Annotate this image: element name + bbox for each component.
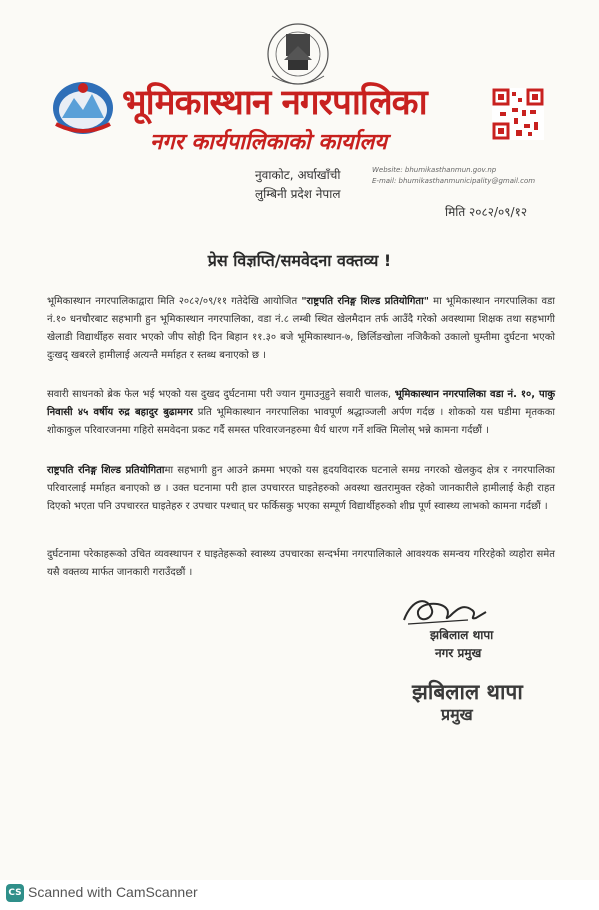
paragraph-1-text-a: भूमिकास्थान नगरपालिकाद्वारा मिति २०८२/०९/११ गतेदेखि आयोजित: [47, 296, 302, 307]
municipality-title: भूमिकास्थान नगरपालिका: [122, 83, 427, 123]
address-line-1: नुवाकोट, अर्घाखाँची: [255, 168, 341, 182]
address-line-2: लुम्बिनी प्रदेश नेपाल: [255, 187, 341, 201]
paragraph-3-text: मा सहभागी हुन आउने क्रममा भएको यस हृदयविदारक घटनाले समग्र नगरको खेलकुद क्षेत्र र नगरपालिका परिवारलाई मर्माहत बनाएको छ । उक्त घटनामा परी हाल उपचाररत घाइतेहरुको अवस्था खतरामुक्त रहेको जानकारीले हामीलाई केही राहत दिएको भएता पनि उपचाररत घाइतेहरु र उपचार पश्चात् घर फर्किसकु भएका सम्पूर्ण विद्यार्थीहरुको शीघ्र पूर्ण स्वास्थ्य लाभको कामना गर्दछौं ।: [47, 465, 555, 512]
paragraph-1-bold: "राष्ट्रपति रनिङ्ग शिल्ड प्रतियोगिता": [301, 296, 429, 307]
paragraph-2-text-a: सवारी साधनको ब्रेक फेल भई भएको यस दुखद दुर्घटनामा परी ज्यान गुमाउनुहुने सवारी चालक,: [47, 389, 395, 400]
paragraph-1-text-b: मा भूमिकास्थान नगरपालिका वडा नं.१० धनचौरबाट सहभागी हुन भूमिकास्थान नगरपालिका, वडा नं.८ लम्बी स्थित खेलमैदान तर्फ आउँदै गरेको अवस्थामा शिक्षक तथा सहभागी खेलाडी विद्यार्थीहरु सवार भएको जीप सोही दिन बिहान ११.३० बजे भूमिकास्थान-७, छिर्लिङखोला नजिकैको उकालो घुम्तीमा दुर्घटना भएको दुःखद् खबरले हामीलाई अत्यन्तै मर्माहत र स्तब्ध बनाएको छ ।: [47, 296, 555, 361]
office-subtitle: नगर कार्यपालिकाको कार्यालय: [150, 130, 387, 155]
paragraph-2-bold: भूमिकास्थान नगरपालिका वडा नं. १०, पाकु निवासी ४५ वर्षीय रुद्र बहादुर बुढामगर: [47, 389, 555, 418]
paragraph-1: [47, 293, 555, 365]
signatory-title: नगर प्रमुख: [435, 646, 482, 660]
paragraph-3-bold: राष्ट्रपति रनिङ्ग शिल्ड प्रतियोगिता: [47, 465, 165, 476]
camscanner-icon: CS: [6, 884, 24, 902]
letter-date: मिति २०८२/०९/१२: [445, 205, 528, 219]
press-release-heading: प्रेस विज्ञप्ति/समवेदना वक्तव्य !: [207, 251, 392, 270]
paragraph-2: [47, 386, 555, 440]
website-text: Website: bhumikasthanmun.gov.np: [372, 166, 497, 174]
paragraph-4: दुर्घटनामा परेकाहरूको उचित व्यवस्थापन र घाइतेहरूको स्वास्थ्य उपचारका सन्दर्भमा नगरपालिकाले आवश्यक समन्वय गरिरहेको व्यहोरा समेत यसै वक्तव्य मार्फत जानकारी गराउँदछौं ।: [47, 549, 555, 578]
nepal-emblem-logo: [48, 78, 118, 138]
stamp-title: प्रमुख: [441, 705, 473, 724]
email-text: E-mail: bhumikasthanmunicipality@gmail.com: [372, 177, 536, 185]
paragraph-2-text-b: प्रति भूमिकास्थान नगरपालिका भावपूर्ण श्रद्धाञ्जली अर्पण गर्दछ । शोकको यस घडीमा मृतकका शोकाकुल परिवारजनमा गहिरो समवेदना प्रकट गर्दै समस्त परिवारजनहरुमा धैर्य धारण गर्ने शक्ति मिलोस् भन्ने कामना गर्दछौं ।: [47, 407, 555, 436]
scanner-watermark-text: Scanned with CamScanner: [28, 884, 198, 900]
stamp-name: झबिलाल थापा: [412, 680, 523, 704]
paragraph-3: [47, 462, 555, 516]
signatory-name: झबिलाल थापा: [430, 628, 494, 642]
qr-code-icon: [492, 88, 544, 140]
handwritten-signature: [398, 590, 490, 630]
